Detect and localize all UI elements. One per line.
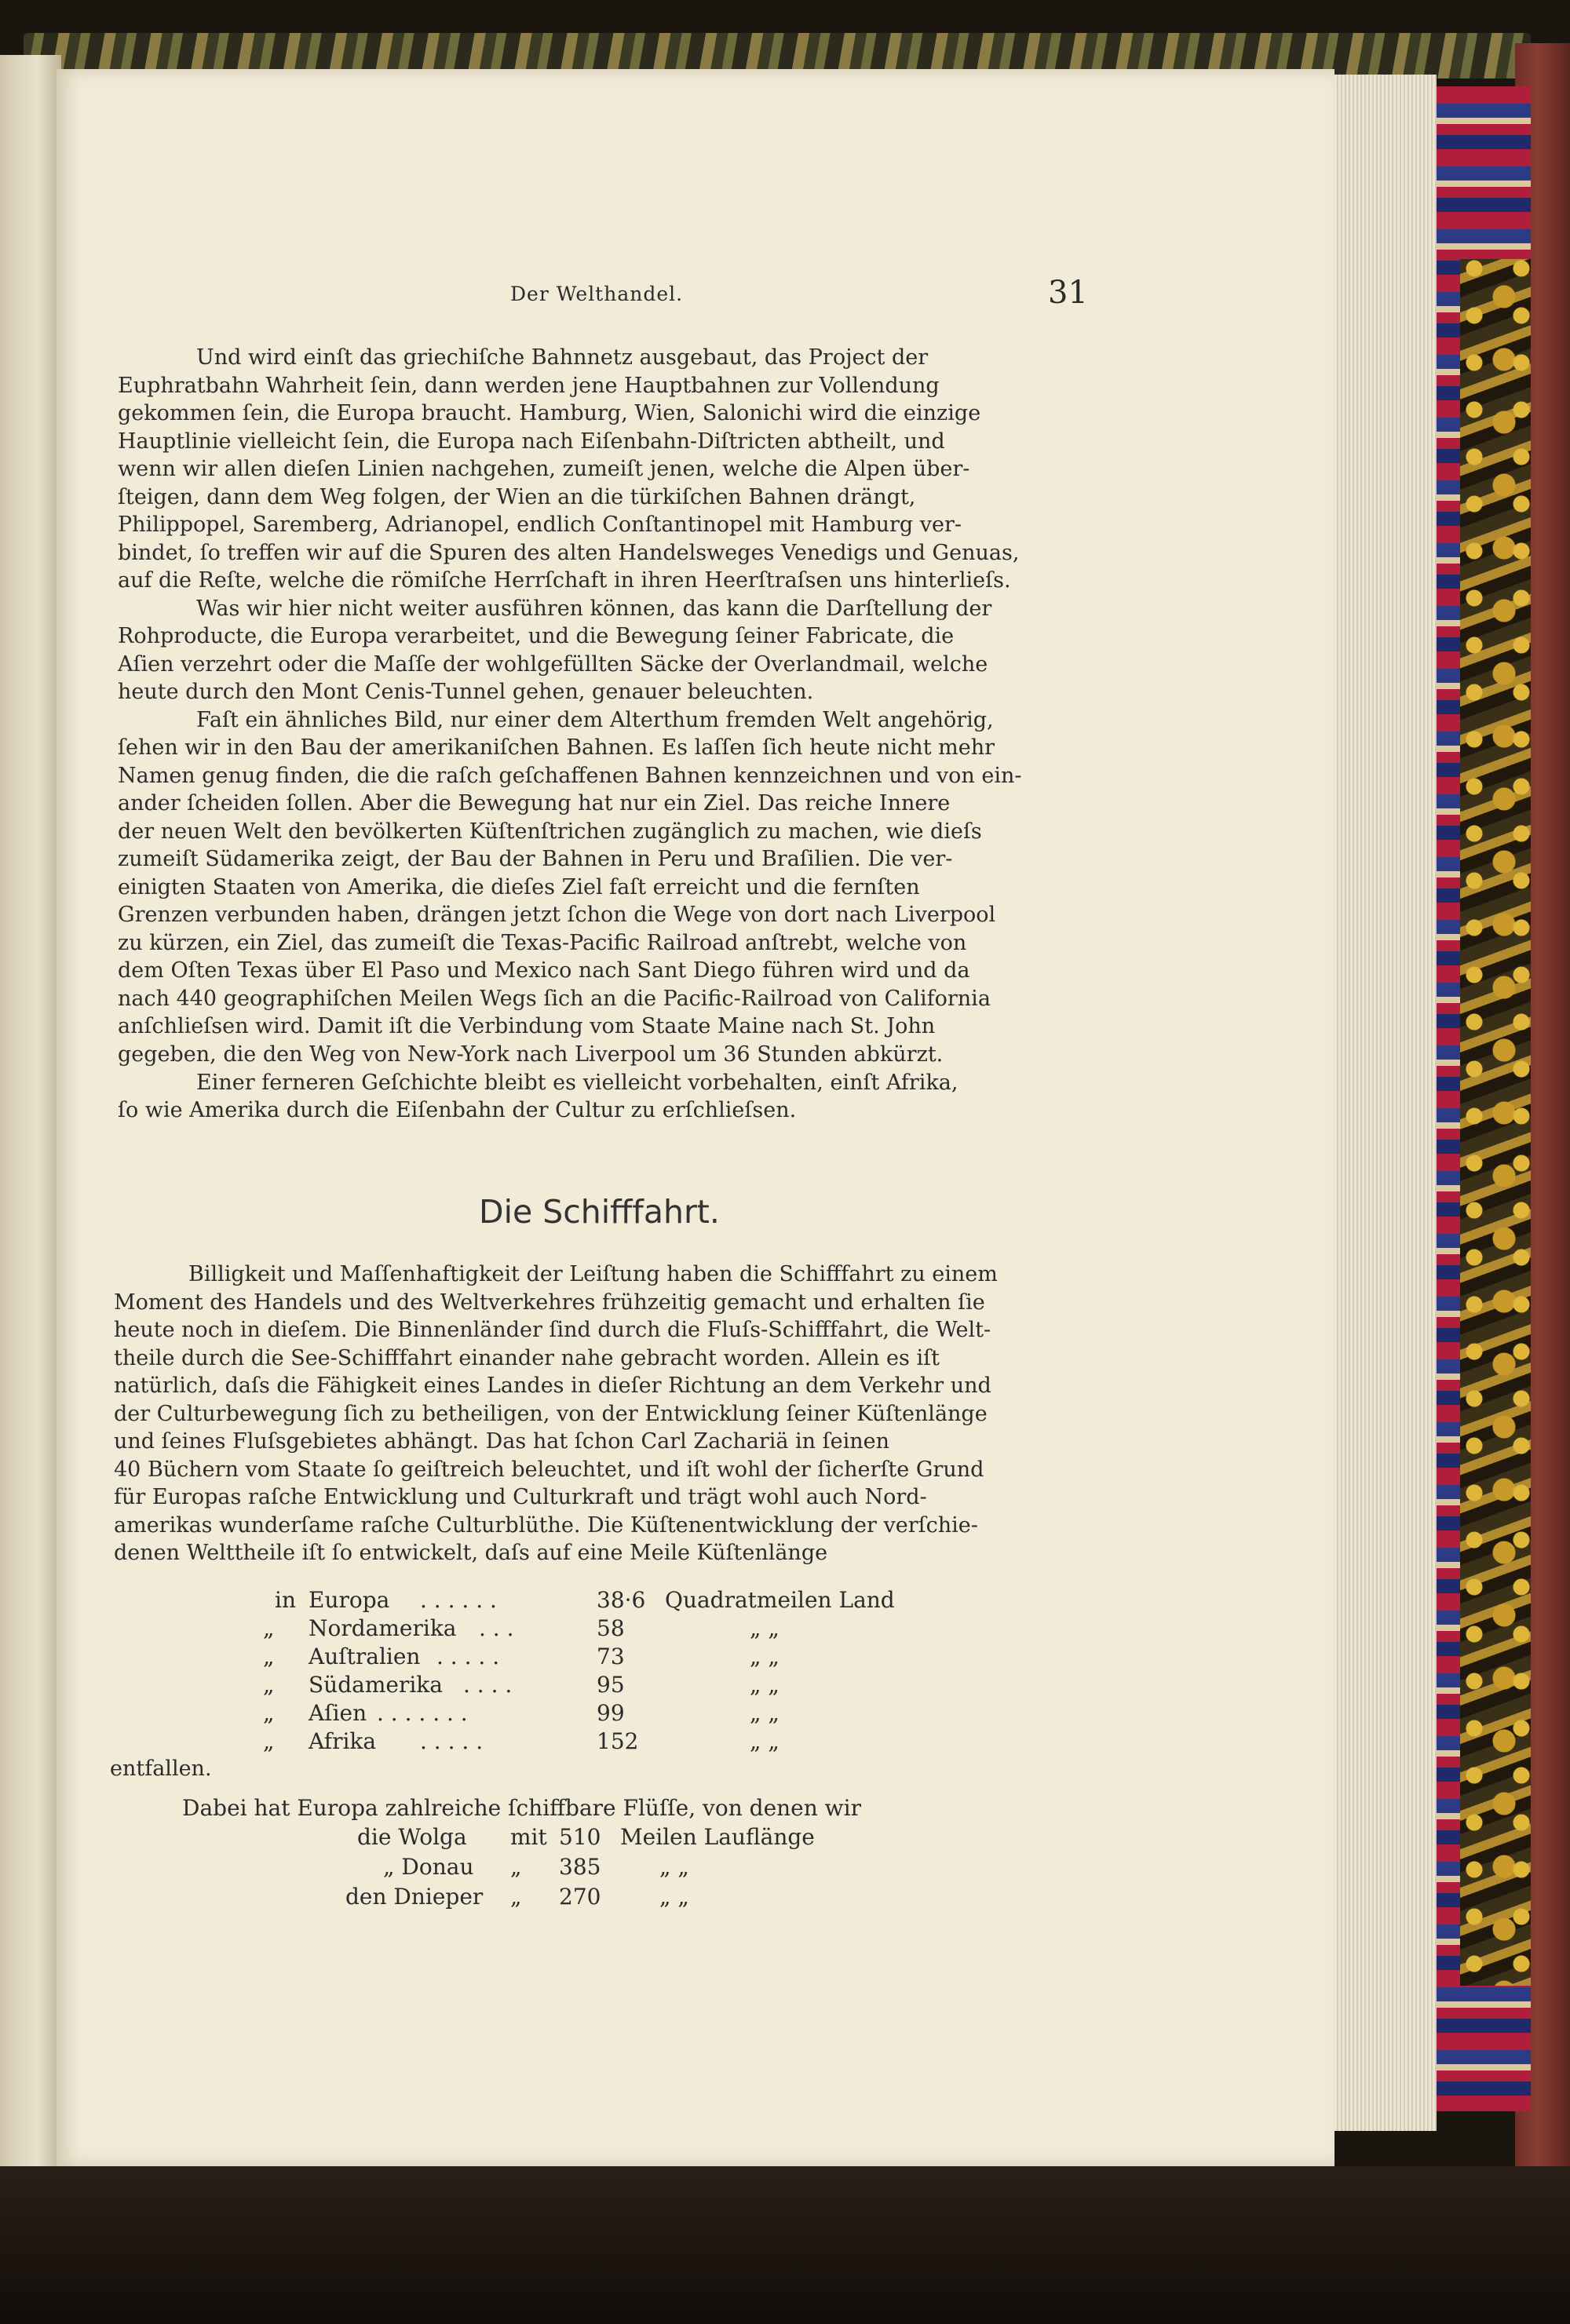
para1-line: Philippopel, Saremberg, Adrianopel, endlich Conſtantinopel mit Hamburg ver- (118, 513, 962, 537)
entfallen-text: entfallen. (110, 1757, 212, 1781)
para5-line: der Culturbewegung ſich zu betheiligen, von der Entwicklung ſeiner Küſtenlänge (114, 1402, 988, 1426)
para1-line: bindet, ſo treffen wir auf die Spuren des alten Handelsweges Venedigs und Genuas, (118, 541, 1020, 565)
row-value: 152 (597, 1728, 639, 1754)
para4-line: ſo wie Amerika durch die Eiſenbahn der Cultur zu erſchlieſsen. (118, 1098, 797, 1122)
row-unit: „ „ (750, 1644, 780, 1669)
para5-line: denen Welttheile iſt ſo entwickelt, daſs auf eine Meile Küſtenlänge (114, 1541, 828, 1565)
row-value: 58 (597, 1615, 625, 1641)
para3-line: ander ſcheiden ſollen. Aber die Bewegung hat nur ein Ziel. Das reiche Innere (118, 791, 951, 815)
background-shadow (0, 2166, 1570, 2324)
river-unit: „ „ (659, 1854, 689, 1880)
para2-line: Rohproducte, die Europa verarbeitet, und die Bewegung ſeiner Fabricate, die (118, 624, 955, 648)
row-dots: . . . . . . . (377, 1700, 468, 1726)
para2-line: Was wir hier nicht weiter ausführen können, das kann die Darſtellung der (196, 597, 992, 621)
para5-line: amerikas wunderſame raſche Culturblüthe. Die Küſtenentwicklung der verſchie- (114, 1513, 978, 1538)
para3-line: zu kürzen, ein Ziel, das zumeiſt die Texas-Pacific Railroad anſtrebt, welche von (118, 931, 967, 955)
row-prefix: „ (263, 1700, 275, 1726)
para5-line: für Europas raſche Entwicklung und Culturkraft und trägt wohl auch Nord- (114, 1485, 927, 1509)
para4-line: Einer ferneren Geſchichte bleibt es vielleicht vorbehalten, einſt Afrika, (196, 1071, 958, 1095)
para1-line: Und wird einſt das griechiſche Bahnnetz ausgebaut, das Project der (196, 345, 929, 370)
marbled-page-edge (1429, 86, 1531, 2111)
river-value: 385 (559, 1854, 601, 1880)
row-region: Europa (309, 1587, 390, 1613)
para5-line: heute noch in dieſem. Die Binnenländer ſind durch die Fluſs-Schifffahrt, die Welt- (114, 1318, 991, 1342)
row-region: Auſtralien (309, 1644, 421, 1669)
row-region: Nordamerika (309, 1615, 457, 1641)
row-unit: „ „ (750, 1672, 780, 1698)
running-title: Der Welthandel. (510, 283, 684, 305)
row-dots: . . . . (463, 1672, 513, 1698)
rivers-intro: Dabei hat Europa zahlreiche ſchiffbare Flüſſe, von denen wir (182, 1795, 861, 1821)
section-heading: Die Schifffahrt. (479, 1193, 720, 1231)
para2-line: heute durch den Mont Cenis-Tunnel gehen, genauer beleuchten. (118, 680, 814, 704)
row-unit: Quadratmeilen Land (665, 1587, 895, 1613)
para3-line: zumeiſt Südamerika zeigt, der Bau der Bahnen in Peru und Braſilien. Die ver- (118, 847, 953, 871)
row-prefix: „ (263, 1615, 275, 1641)
para3-line: dem Oſten Texas über El Paso und Mexico nach Sant Diego führen wird und da (118, 958, 970, 983)
para3-line: einigten Staaten von Amerika, die dieſes Ziel faſt erreicht und die fernſten (118, 875, 920, 899)
para3-line: Grenzen verbunden haben, drängen jetzt ſchon die Wege von dort nach Liverpool (118, 903, 996, 927)
para3-line: nach 440 geographiſchen Meilen Wegs ſich an die Pacific-Railroad von California (118, 987, 991, 1011)
para5-line: Billigkeit und Maſſenhaftigkeit der Leiſtung haben die Schifffahrt zu einem (188, 1262, 998, 1286)
row-unit: „ „ (750, 1728, 780, 1754)
para5-line: natürlich, daſs die Fähigkeit eines Landes in dieſer Richtung an dem Verkehr und (114, 1374, 991, 1398)
row-prefix: in (275, 1587, 296, 1613)
row-region: Südamerika (309, 1672, 443, 1698)
row-value: 99 (597, 1700, 625, 1726)
river-mit: „ (510, 1854, 522, 1880)
river-name: den Dnieper (345, 1884, 484, 1910)
row-prefix: „ (263, 1672, 275, 1698)
para1-line: Hauptlinie vielleicht ſein, die Europa nach Eiſenbahn-Diſtricten abtheilt, und (118, 429, 945, 454)
river-value: 270 (559, 1884, 601, 1910)
para3-line: anſchlieſsen wird. Damit iſt die Verbindung vom Staate Maine nach St. John (118, 1014, 936, 1038)
para3-line: gegeben, die den Weg von New-York nach Liverpool um 36 Stunden abkürzt. (118, 1042, 944, 1067)
row-prefix: „ (263, 1644, 275, 1669)
para3-line: ſehen wir in den Bau der amerikaniſchen Bahnen. Es laſſen ſich heute nicht mehr (118, 735, 995, 760)
row-region: Afrika (309, 1728, 377, 1754)
para1-line: ſteigen, dann dem Weg folgen, der Wien an die türkiſchen Bahnen drängt, (118, 485, 916, 509)
facing-page-edge (0, 55, 61, 2276)
para3-line: Faſt ein ähnliches Bild, nur einer dem Alterthum fremden Welt angehörig, (196, 708, 994, 732)
row-unit: „ „ (750, 1700, 780, 1726)
row-prefix: „ (263, 1728, 275, 1754)
page-stack-edge (1327, 75, 1437, 2131)
row-region: Aſien (309, 1700, 367, 1726)
river-mit: „ (510, 1884, 522, 1910)
para5-line: theile durch die See-Schifffahrt einander nahe gebracht worden. Allein es iſt (114, 1346, 940, 1370)
row-dots: . . . . . (420, 1728, 484, 1754)
para3-line: Namen genug finden, die die raſch geſchaffenen Bahnen kennzeichnen und von ein- (118, 764, 1022, 788)
para1-line: wenn wir allen dieſen Linien nachgehen, zumeiſt jenen, welche die Alpen über- (118, 457, 970, 481)
river-unit: Meilen Lauflänge (620, 1824, 815, 1850)
river-unit: „ „ (659, 1884, 689, 1910)
row-value: 95 (597, 1672, 625, 1698)
river-name: „ Donau (383, 1854, 474, 1880)
para1-line: auf die Reſte, welche die römiſche Herrſchaft in ihren Heerſtraſsen uns hinterlieſs. (118, 568, 1011, 593)
row-dots: . . . (479, 1615, 514, 1641)
river-mit: mit (510, 1824, 547, 1850)
row-value: 73 (597, 1644, 625, 1669)
river-value: 510 (559, 1824, 601, 1850)
para3-line: der neuen Welt den bevölkerten Küſtenſtrichen zugänglich zu machen, wie dieſs (118, 819, 982, 844)
river-name: die Wolga (357, 1824, 467, 1850)
para5-line: 40 Büchern vom Staate ſo geiſtreich beleuchtet, und iſt wohl der ſicherſte Grund (114, 1458, 984, 1482)
page-number: 31 (1048, 275, 1088, 311)
row-dots: . . . . . . (420, 1587, 497, 1613)
row-dots: . . . . . (436, 1644, 500, 1669)
row-unit: „ „ (750, 1615, 780, 1641)
para5-line: Moment des Handels und des Weltverkehres frühzeitig gemacht und erhalten ſie (114, 1290, 985, 1315)
row-value: 38·6 (597, 1587, 646, 1613)
para2-line: Aſien verzehrt oder die Maſſe der wohlgefüllten Säcke der Overlandmail, welche (118, 652, 988, 677)
para1-line: Euphratbahn Wahrheit ſein, dann werden jene Hauptbahnen zur Vollendung (118, 374, 940, 398)
para5-line: und ſeines Fluſsgebietes abhängt. Das hat ſchon Carl Zachariä in ſeinen (114, 1429, 890, 1454)
para1-line: gekommen ſein, die Europa braucht. Hamburg, Wien, Salonichi wird die einzige (118, 401, 981, 425)
